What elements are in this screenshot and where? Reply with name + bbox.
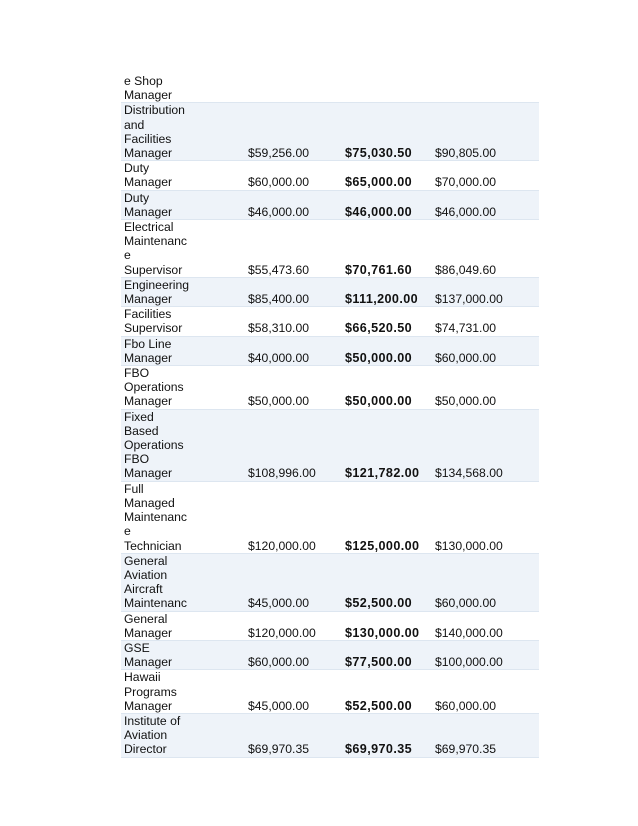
avg-salary-cell: $69,970.35 xyxy=(342,713,432,757)
max-salary-cell: $86,049.60 xyxy=(432,220,539,278)
min-salary-cell: $40,000.00 xyxy=(245,336,342,365)
job-title-cell xyxy=(121,103,245,161)
avg-salary-cell: $46,000.00 xyxy=(342,190,432,219)
job-title-cell xyxy=(121,553,245,611)
table-row xyxy=(121,713,539,757)
job-title-cell xyxy=(121,74,245,103)
max-salary-cell: $100,000.00 xyxy=(432,640,539,669)
job-title-cell xyxy=(121,277,245,306)
max-salary-cell: $60,000.00 xyxy=(432,336,539,365)
max-salary-cell: $50,000.00 xyxy=(432,366,539,410)
max-salary-cell: $134,568.00 xyxy=(432,409,539,481)
job-title-cell xyxy=(121,336,245,365)
min-salary-cell: $120,000.00 xyxy=(245,481,342,553)
table-row xyxy=(121,409,539,481)
table-row xyxy=(121,481,539,553)
avg-salary-cell: $50,000.00 xyxy=(342,336,432,365)
job-title: Duty Manager xyxy=(124,161,173,190)
avg-salary-cell xyxy=(342,74,432,103)
table-row xyxy=(121,553,539,611)
job-title: Facilities Supervisor xyxy=(124,307,183,336)
job-title-cell xyxy=(121,161,245,190)
min-salary-cell: $60,000.00 xyxy=(245,640,342,669)
table-row xyxy=(121,190,539,219)
max-salary-cell: $90,805.00 xyxy=(432,103,539,161)
job-title: Duty Manager xyxy=(124,190,173,219)
table-row xyxy=(121,611,539,640)
table-row xyxy=(121,670,539,714)
avg-salary-cell: $130,000.00 xyxy=(342,611,432,640)
job-title: General Aviation Aircraft Maintenanc xyxy=(124,553,188,611)
avg-salary-cell: $65,000.00 xyxy=(342,161,432,190)
avg-salary-cell: $75,030.50 xyxy=(342,103,432,161)
job-title-cell xyxy=(121,481,245,553)
job-title: FBO Operations Manager xyxy=(124,366,184,409)
avg-salary-cell: $121,782.00 xyxy=(342,409,432,481)
job-title-cell xyxy=(121,611,245,640)
job-title-cell xyxy=(121,409,245,481)
max-salary-cell: $74,731.00 xyxy=(432,307,539,336)
min-salary-cell: $59,256.00 xyxy=(245,103,342,161)
max-salary-cell: $137,000.00 xyxy=(432,277,539,306)
salary-table xyxy=(121,74,539,758)
job-title: GSE Manager xyxy=(124,640,173,670)
max-salary-cell: $60,000.00 xyxy=(432,553,539,611)
min-salary-cell: $69,970.35 xyxy=(245,713,342,757)
table-row xyxy=(121,161,539,190)
job-title-cell xyxy=(121,713,245,757)
min-salary-cell: $45,000.00 xyxy=(245,553,342,611)
max-salary-cell: $140,000.00 xyxy=(432,611,539,640)
min-salary-cell: $58,310.00 xyxy=(245,307,342,336)
job-title: e Shop Manager xyxy=(124,74,173,103)
job-title: Fixed Based Operations FBO Manager xyxy=(124,409,184,481)
job-title-cell xyxy=(121,190,245,219)
job-title: General Manager xyxy=(124,611,173,640)
table-row xyxy=(121,277,539,306)
max-salary-cell: $130,000.00 xyxy=(432,481,539,553)
max-salary-cell: $69,970.35 xyxy=(432,713,539,757)
job-title-cell xyxy=(121,307,245,336)
avg-salary-cell: $70,761.60 xyxy=(342,220,432,278)
max-salary-cell: $70,000.00 xyxy=(432,161,539,190)
min-salary-cell: $46,000.00 xyxy=(245,190,342,219)
salary-table-body xyxy=(121,74,539,757)
avg-salary-cell: $66,520.50 xyxy=(342,307,432,336)
max-salary-cell: $60,000.00 xyxy=(432,670,539,714)
max-salary-cell xyxy=(432,74,539,103)
avg-salary-cell: $77,500.00 xyxy=(342,640,432,669)
avg-salary-cell: $50,000.00 xyxy=(342,366,432,410)
table-row xyxy=(121,640,539,669)
job-title: Fbo Line Manager xyxy=(124,336,173,365)
job-title: Distribution and Facilities Manager xyxy=(124,103,185,161)
job-title: Engineering Manager xyxy=(124,277,190,307)
job-title: Electrical Maintenance Supervisor xyxy=(124,220,188,277)
job-title: Hawaii Programs Manager xyxy=(124,670,177,713)
min-salary-cell: $108,996.00 xyxy=(245,409,342,481)
table-row xyxy=(121,307,539,336)
job-title-cell xyxy=(121,366,245,410)
avg-salary-cell: $52,500.00 xyxy=(342,670,432,714)
avg-salary-cell: $52,500.00 xyxy=(342,553,432,611)
job-title: Institute of Aviation Director xyxy=(124,713,181,757)
max-salary-cell: $46,000.00 xyxy=(432,190,539,219)
min-salary-cell: $85,400.00 xyxy=(245,277,342,306)
table-row xyxy=(121,220,539,278)
job-title-cell xyxy=(121,640,245,669)
table-row xyxy=(121,336,539,365)
avg-salary-cell: $111,200.00 xyxy=(342,277,432,306)
job-title-cell xyxy=(121,670,245,714)
avg-salary-cell: $125,000.00 xyxy=(342,481,432,553)
min-salary-cell: $55,473.60 xyxy=(245,220,342,278)
min-salary-cell: $50,000.00 xyxy=(245,366,342,410)
min-salary-cell xyxy=(245,74,342,103)
table-row xyxy=(121,103,539,161)
min-salary-cell: $120,000.00 xyxy=(245,611,342,640)
min-salary-cell: $60,000.00 xyxy=(245,161,342,190)
table-row xyxy=(121,74,539,103)
min-salary-cell: $45,000.00 xyxy=(245,670,342,714)
job-title: Full Managed Maintenance Technician xyxy=(124,481,188,553)
job-title-cell xyxy=(121,220,245,278)
table-row xyxy=(121,366,539,410)
